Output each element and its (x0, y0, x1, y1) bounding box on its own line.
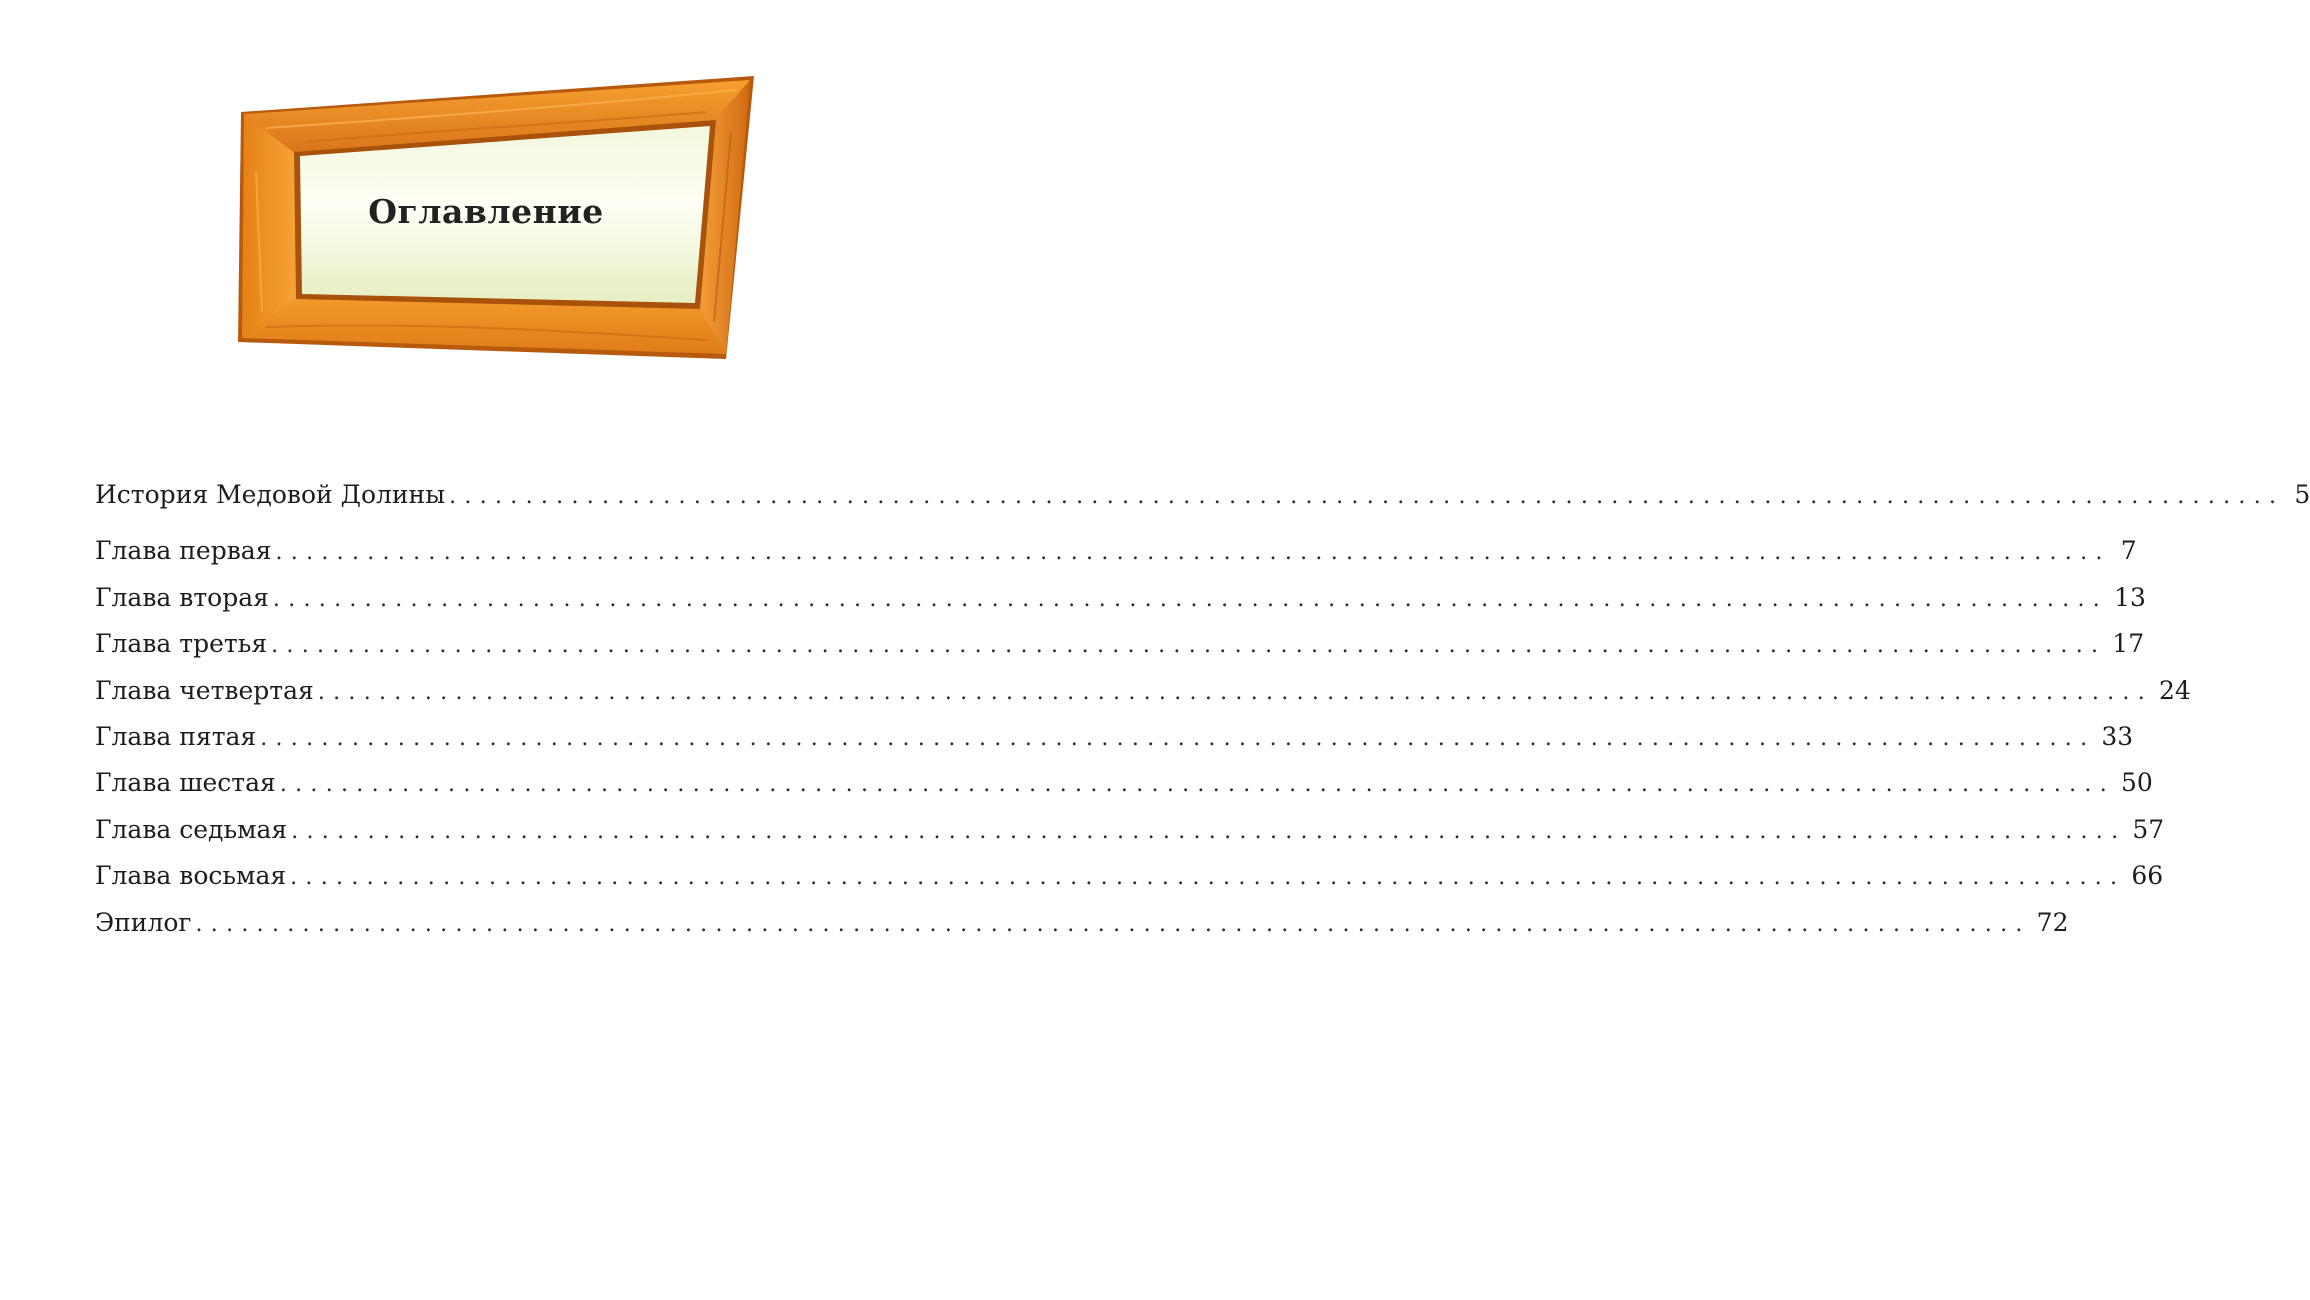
toc-entry[interactable] (95, 528, 2137, 574)
toc-entry-title: Глава третья (95, 629, 268, 659)
dot-leader: ........................................................................................................................ (279, 772, 2115, 798)
toc-entry-title: Глава пятая (95, 721, 257, 751)
toc-entry-page-number: 33 (2101, 721, 2134, 751)
toc-entry[interactable] (95, 575, 2146, 621)
dot-leader: ........................................................................................................................ (275, 540, 2111, 566)
toc-entry-page-number: 72 (2036, 907, 2069, 937)
toc-entry-title: Глава восьмая (95, 861, 287, 891)
toc-entry-page-number: 50 (2121, 768, 2153, 798)
toc-entry-title: Эпилог (95, 907, 192, 937)
toc-entry-title: История Медовой Долины (95, 480, 446, 509)
page-title: Оглавление (368, 192, 604, 231)
toc-entry[interactable] (95, 760, 2153, 806)
toc-entry-title: Глава вторая (95, 582, 269, 612)
toc-entry[interactable] (95, 621, 2145, 667)
toc-entry-page-number: 5 (2294, 480, 2310, 509)
dot-leader: ........................................................................................................................ (449, 484, 2285, 509)
dot-leader: ........................................................................................................................ (290, 865, 2126, 891)
dot-leader: ........................................................................................................................ (271, 633, 2107, 659)
dot-leader: ........................................................................................................................ (260, 725, 2096, 751)
toc-entry-page-number: 66 (2131, 861, 2164, 891)
table-of-contents (95, 472, 2310, 946)
toc-entry-page-number: 24 (2159, 675, 2191, 705)
toc-entry-page-number: 57 (2132, 814, 2165, 844)
dot-leader: ........................................................................................................................ (291, 818, 2127, 844)
toc-entry-title: Глава четвертая (95, 675, 314, 705)
toc-entry-page-number: 17 (2112, 629, 2145, 659)
dot-leader: ........................................................................................................................ (317, 679, 2153, 705)
title-frame (236, 72, 756, 362)
toc-entry[interactable] (95, 472, 2310, 518)
toc-entry-page-number: 7 (2120, 536, 2137, 566)
toc-entry[interactable] (95, 853, 2164, 899)
dot-leader: ........................................................................................................................ (195, 911, 2031, 937)
toc-entry-title: Глава шестая (95, 768, 276, 798)
toc-entry-title: Глава первая (95, 536, 272, 566)
dot-leader: ........................................................................................................................ (272, 586, 2109, 612)
toc-entry[interactable] (95, 668, 2191, 714)
toc-entry-title: Глава седьмая (95, 814, 288, 844)
toc-entry[interactable] (95, 807, 2165, 853)
toc-entry-page-number: 13 (2114, 582, 2146, 612)
toc-entry[interactable] (95, 714, 2134, 760)
toc-entry[interactable] (95, 900, 2069, 946)
